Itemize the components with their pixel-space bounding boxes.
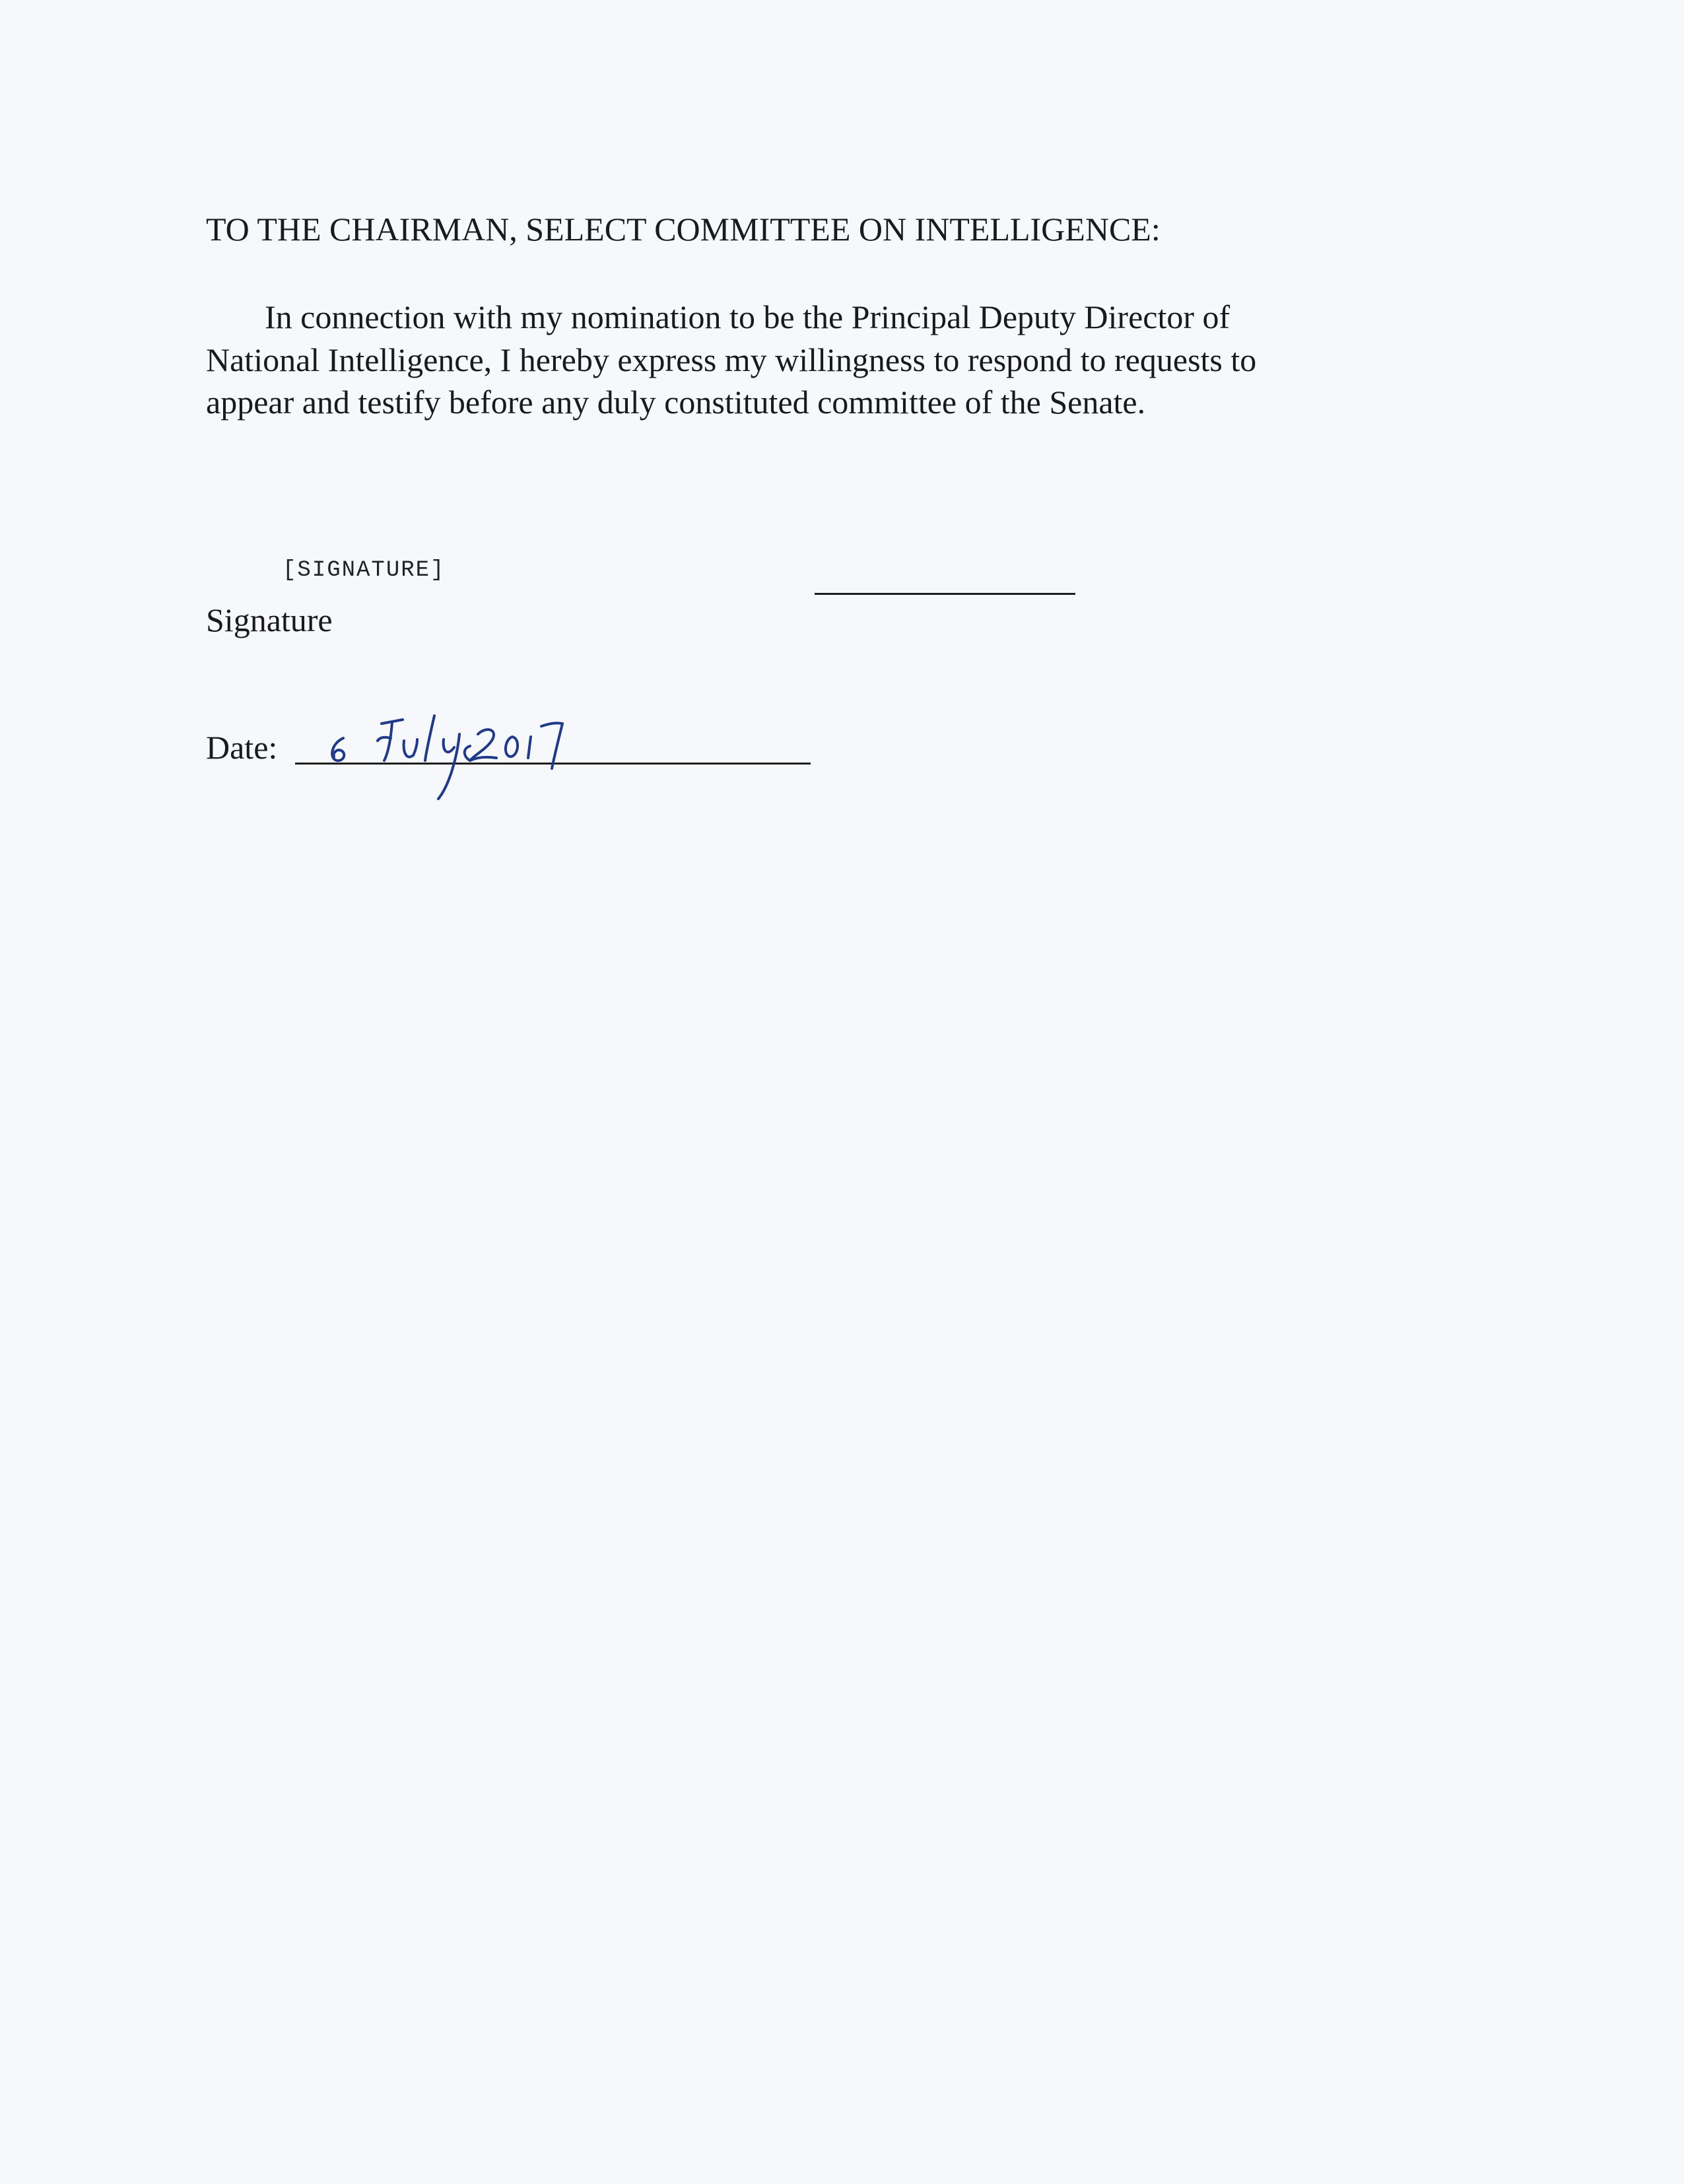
signature-line: [815, 593, 1075, 595]
document-heading: TO THE CHAIRMAN, SELECT COMMITTEE ON INTELLIGENCE:: [206, 211, 1161, 248]
signature-redaction: [SIGNATURE]: [283, 558, 446, 583]
date-label: Date:: [206, 729, 278, 766]
paragraph-line: appear and testify before any duly constituted committee of the Senate.: [206, 384, 1146, 421]
body-paragraph: [206, 296, 1256, 424]
handwritten-date: [317, 700, 660, 805]
paragraph-line: National Intelligence, I hereby express my willingness to respond to requests to: [206, 341, 1257, 378]
signature-label: Signature: [206, 601, 333, 638]
paragraph-line: In connection with my nomination to be the Principal Deputy Director of: [265, 298, 1230, 335]
